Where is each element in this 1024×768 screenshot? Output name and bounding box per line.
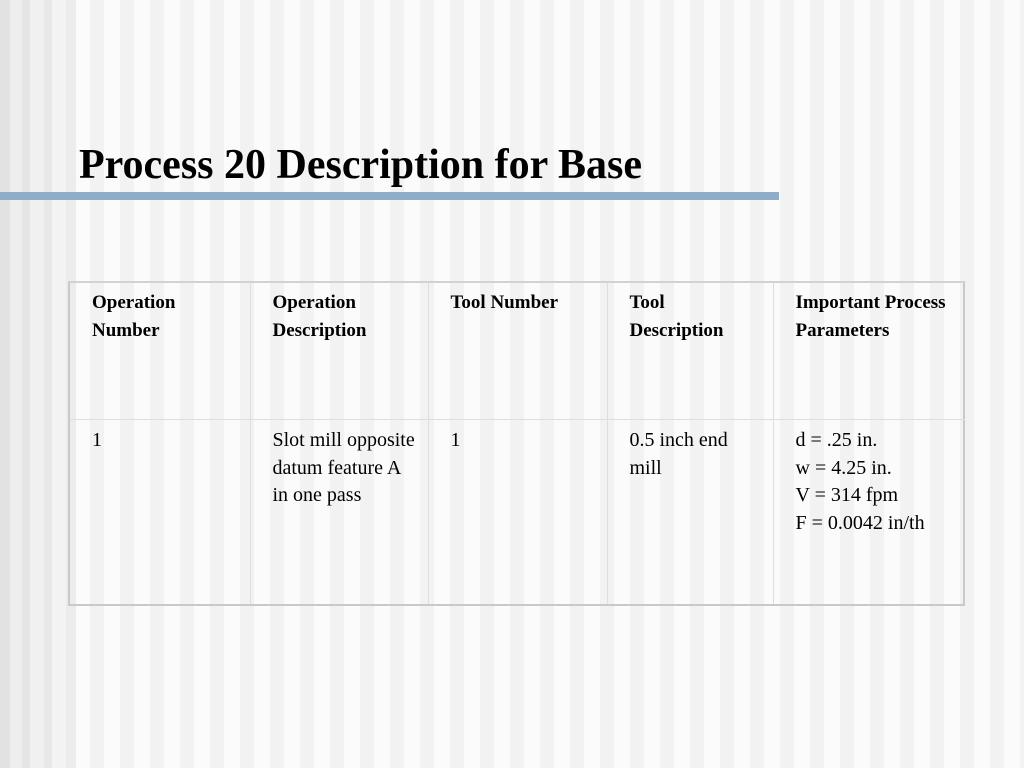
table-header-row xyxy=(70,283,965,420)
header-operation-description: Operation Description xyxy=(250,283,428,420)
parameter-velocity: V = 314 fpm xyxy=(795,484,899,506)
process-table-container xyxy=(68,281,965,606)
parameter-depth: d = .25 in. xyxy=(795,429,878,451)
header-operation-number: Operation Number xyxy=(70,283,250,420)
slide-title: Process 20 Description for Base xyxy=(79,142,643,188)
header-tool-number: Tool Number xyxy=(428,283,607,420)
title-underline xyxy=(0,192,779,200)
cell-process-parameters xyxy=(773,420,965,605)
cell-operation-description: Slot mill opposite datum feature A in one pass xyxy=(250,420,428,605)
parameter-width: w = 4.25 in. xyxy=(795,456,892,479)
process-table xyxy=(70,283,965,604)
table-row xyxy=(70,420,965,605)
header-tool-description: Tool Description xyxy=(607,283,773,420)
cell-operation-number: 1 xyxy=(70,420,250,605)
parameter-feed: F = 0.0042 in/th xyxy=(795,511,925,534)
header-process-parameters: Important Process Parameters xyxy=(773,283,965,420)
cell-tool-number: 1 xyxy=(428,420,607,605)
cell-tool-description: 0.5 inch end mill xyxy=(607,420,773,605)
